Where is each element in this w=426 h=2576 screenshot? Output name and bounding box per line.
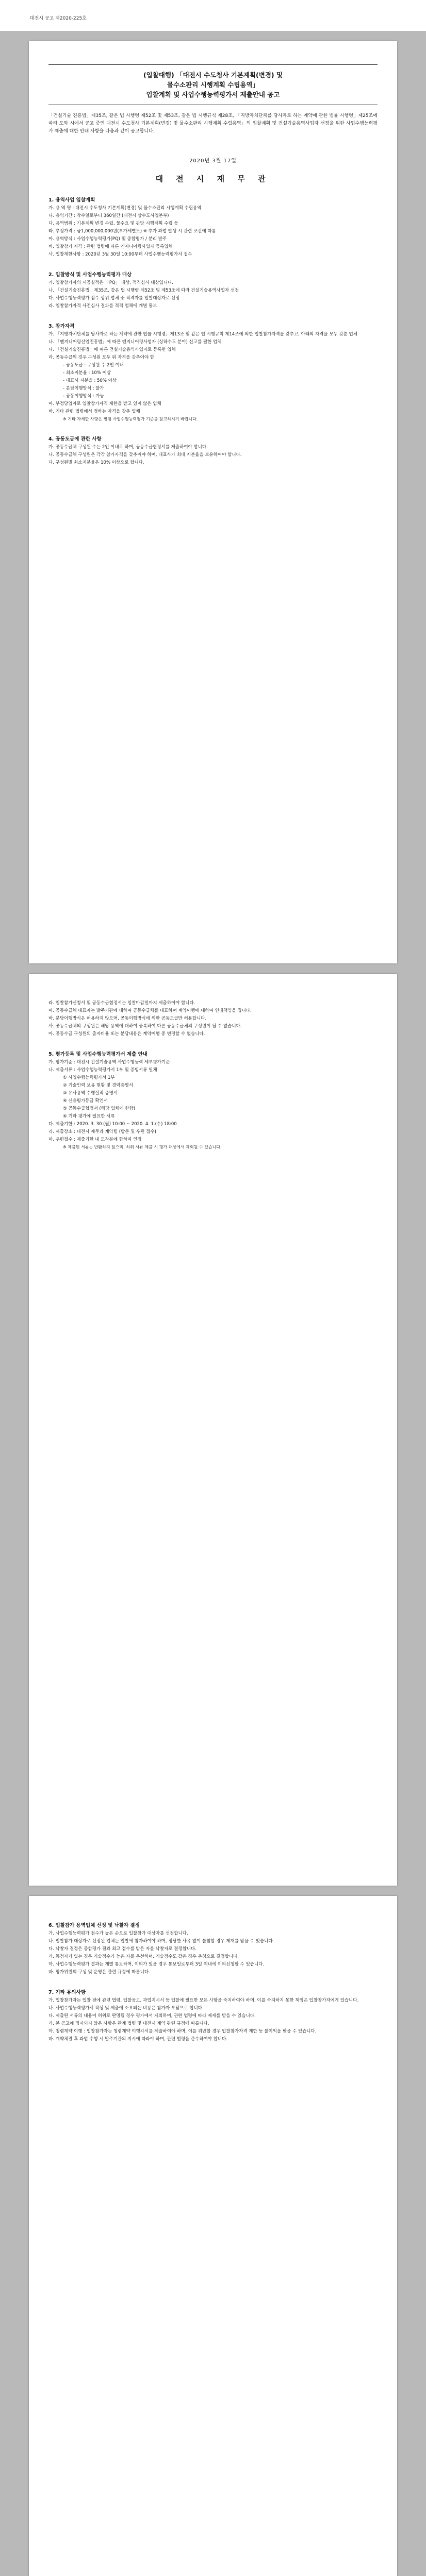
announcement-date: 2020년 3월 17일 [189,158,237,164]
sub-item: - 공동도급 : 구성원 수 2인 이내 [63,363,124,368]
section-item: 나. 제출서류 : 사업수행능력평가서 1부 및 증빙서류 일체 [48,1067,157,1073]
section-item: 나. 사업수행능력평가서 작성 및 제출에 소요되는 비용은 참가자 부담으로 합니다. [48,2006,204,2011]
section-item: 바. 기타 관련 법령에서 정하는 자격을 갖춘 업체 [48,409,140,414]
section-5: 5. 평가등록 및 사업수행능력평가서 제출 안내 가. 평가기준 : 대전시 건설기술용역 사업수행능력 세부평가기준 나. 제출서류 : 사업수행능력평가서 1부 및 증빙서류 일체 ① 사업수행능력평가서 1부 ② 기술인력 보유 현황 및 경력증명서 ③ 유사용역 수행실적 증명서 ④ 신용평가등급 확인서 ⑤ 공동수급협정서 (해당 업체에 한함) ⑥ 기타 평가에 필요한 서류 다. 제출기한 : 2020. 3. 30.(월) 10:00 ~ 2020. 4. 1.(수) 18:00 라. 제출장소 : 대전시 재무과 계약팀 (방문 및 우편 접수) 마. 우편접수 : 제출기한 내 도착분에 한하여 인정 ※ 제출된 서류는 반환하지 않으며, 허위 서류 제출 시 평가 대상에서 제외될 수 있습니다. [48,1050,378,1151]
section-2: 2. 입찰방식 및 사업수행능력평가 대상 가. 입찰참가자의 시공실적은 「PQ」 대상, 적격심사 대상입니다. 나. 「건설기술진흥법」제35조, 같은 법 시행령 제52조 및 제53조에 따라 건설기술용역사업자 선정 다. 사업수행능력평가 점수 상위 업체 중 적격자를 입찰대상자로 선정 라. 입찰참가자격 사전심사 결과를 적격 업체에 개별 통보 [48,271,378,310]
section-item: 마. 공동수급체 대표자는 발주기관에 대하여 공동수급체를 대표하며 계약이행에 대하여 연대책임을 집니다. [48,1008,252,1013]
sub-item: - 공동이행방식 : 가능 [63,394,104,399]
section-6: 6. 입찰참가 용역업체 선정 및 낙찰자 결정 가. 사업수행능력평가 점수가 높은 순으로 입찰참가 대상자를 선정합니다. 나. 입찰참가 대상자로 선정된 업체는 입찰에 참가하여야 하며, 정당한 사유 없이 불참할 경우 제재를 받을 수 있습니다. 다. 낙찰자 결정은 종합평가 결과 최고 점수를 받은 자를 낙찰자로 결정합니다. 라. 동점자가 있는 경우 기술점수가 높은 자를 우선하며, 기술점수도 같은 경우 추첨으로 결정합니다. 마. 사업수행능력평가 결과는 개별 통보하며, 이의가 있을 경우 통보일로부터 3일 이내에 이의신청할 수 있습니다. 바. 평가위원회 구성 및 운영은 관련 규정에 따릅니다. [48,1922,378,1976]
document-page-3 [29,1896,397,2576]
section-item: 바. 평가위원회 구성 및 운영은 관련 규정에 따릅니다. [48,1970,150,1975]
section-item: 가. 입찰참가자는 입찰 전에 관련 법령, 입찰공고, 과업지시서 등 입찰에 필요한 모든 사항을 숙지하여야 하며, 이를 숙지하지 못한 책임은 입찰참가자에게 있습니다. [48,1998,359,2003]
section-note: ※ 기타 자세한 사항은 별첨 사업수행능력평가 기준을 참고하시기 바랍니다. [63,417,198,421]
section-item: 사. 공동수급체의 구성원은 해당 용역에 대하여 중복하여 다른 공동수급체의 구성원이 될 수 없습니다. [48,1024,242,1029]
section-item: 가. 공동수급체 구성원 수는 2인 이내로 하며, 공동수급협정서를 제출하여야 합니다. [48,445,208,450]
section-item: 나. 「엔지니어링산업진흥법」에 따른 엔지니어링사업자 (상하수도 분야) 신고를 필한 업체 [48,340,222,345]
section-item: 다. 제출기한 : 2020. 3. 30.(월) 10:00 ~ 2020. 4. 1.(수) 18:00 [48,1122,177,1127]
section-item: 바. 입찰참가 자격 : 관련 법령에 따른 엔지니어링사업자 등록업체 [48,244,173,249]
section-item: 나. 용역기간 : 착수일로부터 360일간 (대전시 상수도사업본부) [48,213,169,218]
section-item: 라. 입찰참가자격 사전심사 결과를 적격 업체에 개별 통보 [48,303,157,309]
document-header [0,0,426,31]
section-3: 3. 참가자격 가. 「지방자치단체를 당사자로 하는 계약에 관한 법률 시행령」제13조 및 같은 법 시행규칙 제14조에 의한 입찰참가자격을 갖추고, 아래의 자격을 모두 갖춘 업체 나. 「엔지니어링산업진흥법」에 따른 엔지니어링사업자 (상하수도 분야) 신고를 필한 업체 다. 「건설기술진흥법」에 따른 건설기술용역사업자로 등록한 업체 라. 공동수급의 경우 구성원 모두 위 자격을 갖추어야 함 - 공동도급 : 구성원 수 2인 이내 - 최소지분율 : 10% 이상 - 대표사 지분율 : 50% 이상 - 분담이행방식 : 불가 - 공동이행방식 : 가능 마. 부정당업자로 입찰참가자격 제한을 받고 있지 않은 업체 바. 기타 관련 법령에서 정하는 자격을 갖춘 업체 ※ 기타 자세한 사항은 별첨 사업수행능력평가 기준을 참고하시기 바랍니다. [48,323,378,423]
section-item: 바. 계약체결 후 과업 수행 시 발주기관의 지시에 따라야 하며, 관련 법령을 준수하여야 합니다. [48,2037,228,2042]
section-item: 라. 본 공고에 명시되지 않은 사항은 관계 법령 및 대전시 계약 관련 규정에 따릅니다. [48,2021,209,2026]
section-item: 가. 평가기준 : 대전시 건설기술용역 사업수행능력 세부평가기준 [48,1060,170,1065]
intro-paragraph: 「건설기술 진흥법」제35조, 같은 법 시행령 제52조 및 제53조, 같은 법 시행규칙 제28조, 「지방자치단체를 당사자로 하는 계약에 관한 법률 시행령」제25조에 따라 도와 시에서 공고 중인 대전시 수도청사 기본계획(변경) 및 물수소판리 시행계획 수립용역」의 입찰계획 및 건설기술용역사업자 선정을 위한 사업수행능력평가 제출에 대한 안내 사항을 다음과 같이 공고합니다. [48,113,378,134]
sub-item: ② 기술인력 보유 현황 및 경력증명서 [63,1083,134,1088]
section-item: 마. 부정당업자로 입찰참가자격 제한을 받고 있지 않은 업체 [48,401,161,406]
sub-item: ④ 신용평가등급 확인서 [63,1098,108,1104]
issuing-organization: 대 전 시 재 무 관 [155,174,271,183]
section-item: 나. 공동수급체 구성원은 각각 참가자격을 갖추어야 하며, 대표사가 최대 지분율을 보유하여야 합니다. [48,452,242,457]
sub-item: ① 사업수행능력평가서 1부 [63,1075,115,1080]
sub-item: ⑥ 기타 평가에 필요한 서류 [63,1114,115,1119]
section-item: 라. 제출장소 : 대전시 재무과 계약팀 (방문 및 우편 접수) [48,1129,156,1134]
section-item: 가. 입찰참가자의 시공실적은 「PQ」 대상, 적격심사 대상입니다. [48,280,173,285]
section-item: 바. 분담이행방식은 허용하지 않으며, 공동이행방식에 의한 공동도급만 허용합니다. [48,1016,207,1021]
section-item: 라. 입찰참가신청서 및 공동수급협정서는 입찰마감일까지 제출하여야 합니다. [48,1001,195,1006]
section-item: 다. 용역범위 : 기본계획 변경 수립, 물수요 및 관망 시행계획 수립 등 [48,221,178,226]
document-page-2 [29,974,397,1886]
section-item: 마. 우편접수 : 제출기한 내 도착분에 한하여 인정 [48,1137,142,1142]
sub-item: - 최소지분율 : 10% 이상 [63,370,111,376]
sub-item: ⑤ 공동수급협정서 (해당 업체에 한함) [63,1106,136,1111]
section-item: 라. 공동수급의 경우 구성원 모두 위 자격을 갖추어야 함 [48,355,154,360]
document-page-1 [29,41,397,963]
section-note: ※ 제출된 서류는 반환하지 않으며, 허위 서류 제출 시 평가 대상에서 제외될 수 있습니다. [63,1145,222,1149]
section-item: 마. 용역방식 : 사업수행능력평가(PQ) 및 종합평가 / 분리 발주 [48,236,167,242]
section-4: 4. 공동도급에 관한 사항 가. 공동수급체 구성원 수는 2인 이내로 하며, 공동수급협정서를 제출하여야 합니다. 나. 공동수급체 구성원은 각각 참가자격을 갖추어야 하며, 대표사가 최대 지분율을 보유하여야 합니다. 다. 구성원별 최소지분율은 10% 이상으로 합니다. [48,435,378,467]
section-item: 아. 공동수급 구성원의 출자비율 또는 분담내용은 계약이행 중 변경할 수 없습니다. [48,1031,205,1037]
section-item: 마. 청렴계약 이행 : 입찰참가자는 청렴계약 이행각서를 제출하여야 하며, 이를 위반할 경우 입찰참가자격 제한 등 불이익을 받을 수 있습니다. [48,2029,317,2034]
section-item: 가. 사업수행능력평가 점수가 높은 순으로 입찰참가 대상자를 선정합니다. [48,1931,188,1936]
section-item: 다. 낙찰자 결정은 종합평가 결과 최고 점수를 받은 자를 낙찰자로 결정합니다. [48,1946,196,1952]
sub-item: ③ 유사용역 수행실적 증명서 [63,1091,118,1096]
section-item: 나. 「건설기술진흥법」제35조, 같은 법 시행령 제52조 및 제53조에 따라 건설기술용역사업자 선정 [48,288,239,293]
sub-item: - 대표사 지분율 : 50% 이상 [63,378,117,383]
section-1: 1. 용역사업 입찰계획 가. 용 역 명 : 대전시 수도청사 기본계획(변경) 및 물수소판리 시행계획 수립용역 나. 용역기간 : 착수일로부터 360일간 (대전시 상수도사업본부) 다. 용역범위 : 기본계획 변경 수립, 물수요 및 관망 시행계획 수립 등 라. 추정가격 : 금1,000,000,000원(부가세별도) ※ 추가 과업 발생 시 관련 조건에 따름 마. 용역방식 : 사업수행능력평가(PQ) 및 종합평가 / 분리 발주 바. 입찰참가 자격 : 관련 법령에 따른 엔지니어링사업자 등록업체 사. 입찰제한사항 : 2020년 3월 30일 10:00부터 사업수행능력평가서 접수 [48,196,378,259]
section-item: 사. 입찰제한사항 : 2020년 3월 30일 10:00부터 사업수행능력평가서 접수 [48,252,192,257]
section-item: 가. 「지방자치단체를 당사자로 하는 계약에 관한 법률 시행령」제13조 및 같은 법 시행규칙 제14조에 의한 입찰참가자격을 갖추고, 아래의 자격을 모두 갖춘 업체 [48,332,357,337]
section-item: 라. 동점자가 있는 경우 기술점수가 높은 자를 우선하며, 기술점수도 같은 경우 추첨으로 결정합니다. [48,1954,239,1959]
announcement-title: (입찰대행) 「대전시 수도청사 기본계획(변경) 및 물수소판리 시행계획 수립용역」 입찰계획 및 사업수행능력평가서 제출안내 공고 [48,64,378,105]
section-item: 라. 추정가격 : 금1,000,000,000원(부가세별도) ※ 추가 과업 발생 시 관련 조건에 따름 [48,229,216,234]
section-item: 다. 구성원별 최소지분율은 10% 이상으로 합니다. [48,460,144,465]
section-item: 다. 사업수행능력평가 점수 상위 업체 중 적격자를 입찰대상자로 선정 [48,296,180,301]
announcement-number: 대전시 공고 제2020-225호 [30,16,87,21]
section-item: 다. 제출된 서류의 내용이 허위로 판명될 경우 평가에서 제외하며, 관련 법령에 따라 제재를 받을 수 있습니다. [48,2013,256,2019]
sub-item: - 분담이행방식 : 불가 [63,386,104,391]
section-7: 7. 기타 유의사항 가. 입찰참가자는 입찰 전에 관련 법령, 입찰공고, 과업지시서 등 입찰에 필요한 모든 사항을 숙지하여야 하며, 이를 숙지하지 못한 책임은 입찰참가자에게 있습니다. 나. 사업수행능력평가서 작성 및 제출에 소요되는 비용은 참가자 부담으로 합니다. 다. 제출된 서류의 내용이 허위로 판명될 경우 평가에서 제외하며, 관련 법령에 따라 제재를 받을 수 있습니다. 라. 본 공고에 명시되지 않은 사항은 관계 법령 및 대전시 계약 관련 규정에 따릅니다. 마. 청렴계약 이행 : 입찰참가자는 청렴계약 이행각서를 제출하여야 하며, 이를 위반할 경우 입찰참가자격 제한 등 불이익을 받을 수 있습니다. 바. 계약체결 후 과업 수행 시 발주기관의 지시에 따라야 하며, 관련 법령을 준수하여야 합니다. [48,1989,378,2043]
section-item: 다. 「건설기술진흥법」에 따른 건설기술용역사업자로 등록한 업체 [48,347,176,352]
section-item: 나. 입찰참가 대상자로 선정된 업체는 입찰에 참가하여야 하며, 정당한 사유 없이 불참할 경우 제재를 받을 수 있습니다. [48,1939,274,1944]
section-item: 마. 사업수행능력평가 결과는 개별 통보하며, 이의가 있을 경우 통보일로부터 3일 이내에 이의신청할 수 있습니다. [48,1962,265,1967]
section-item: 가. 용 역 명 : 대전시 수도청사 기본계획(변경) 및 물수소판리 시행계획 수립용역 [48,206,202,211]
